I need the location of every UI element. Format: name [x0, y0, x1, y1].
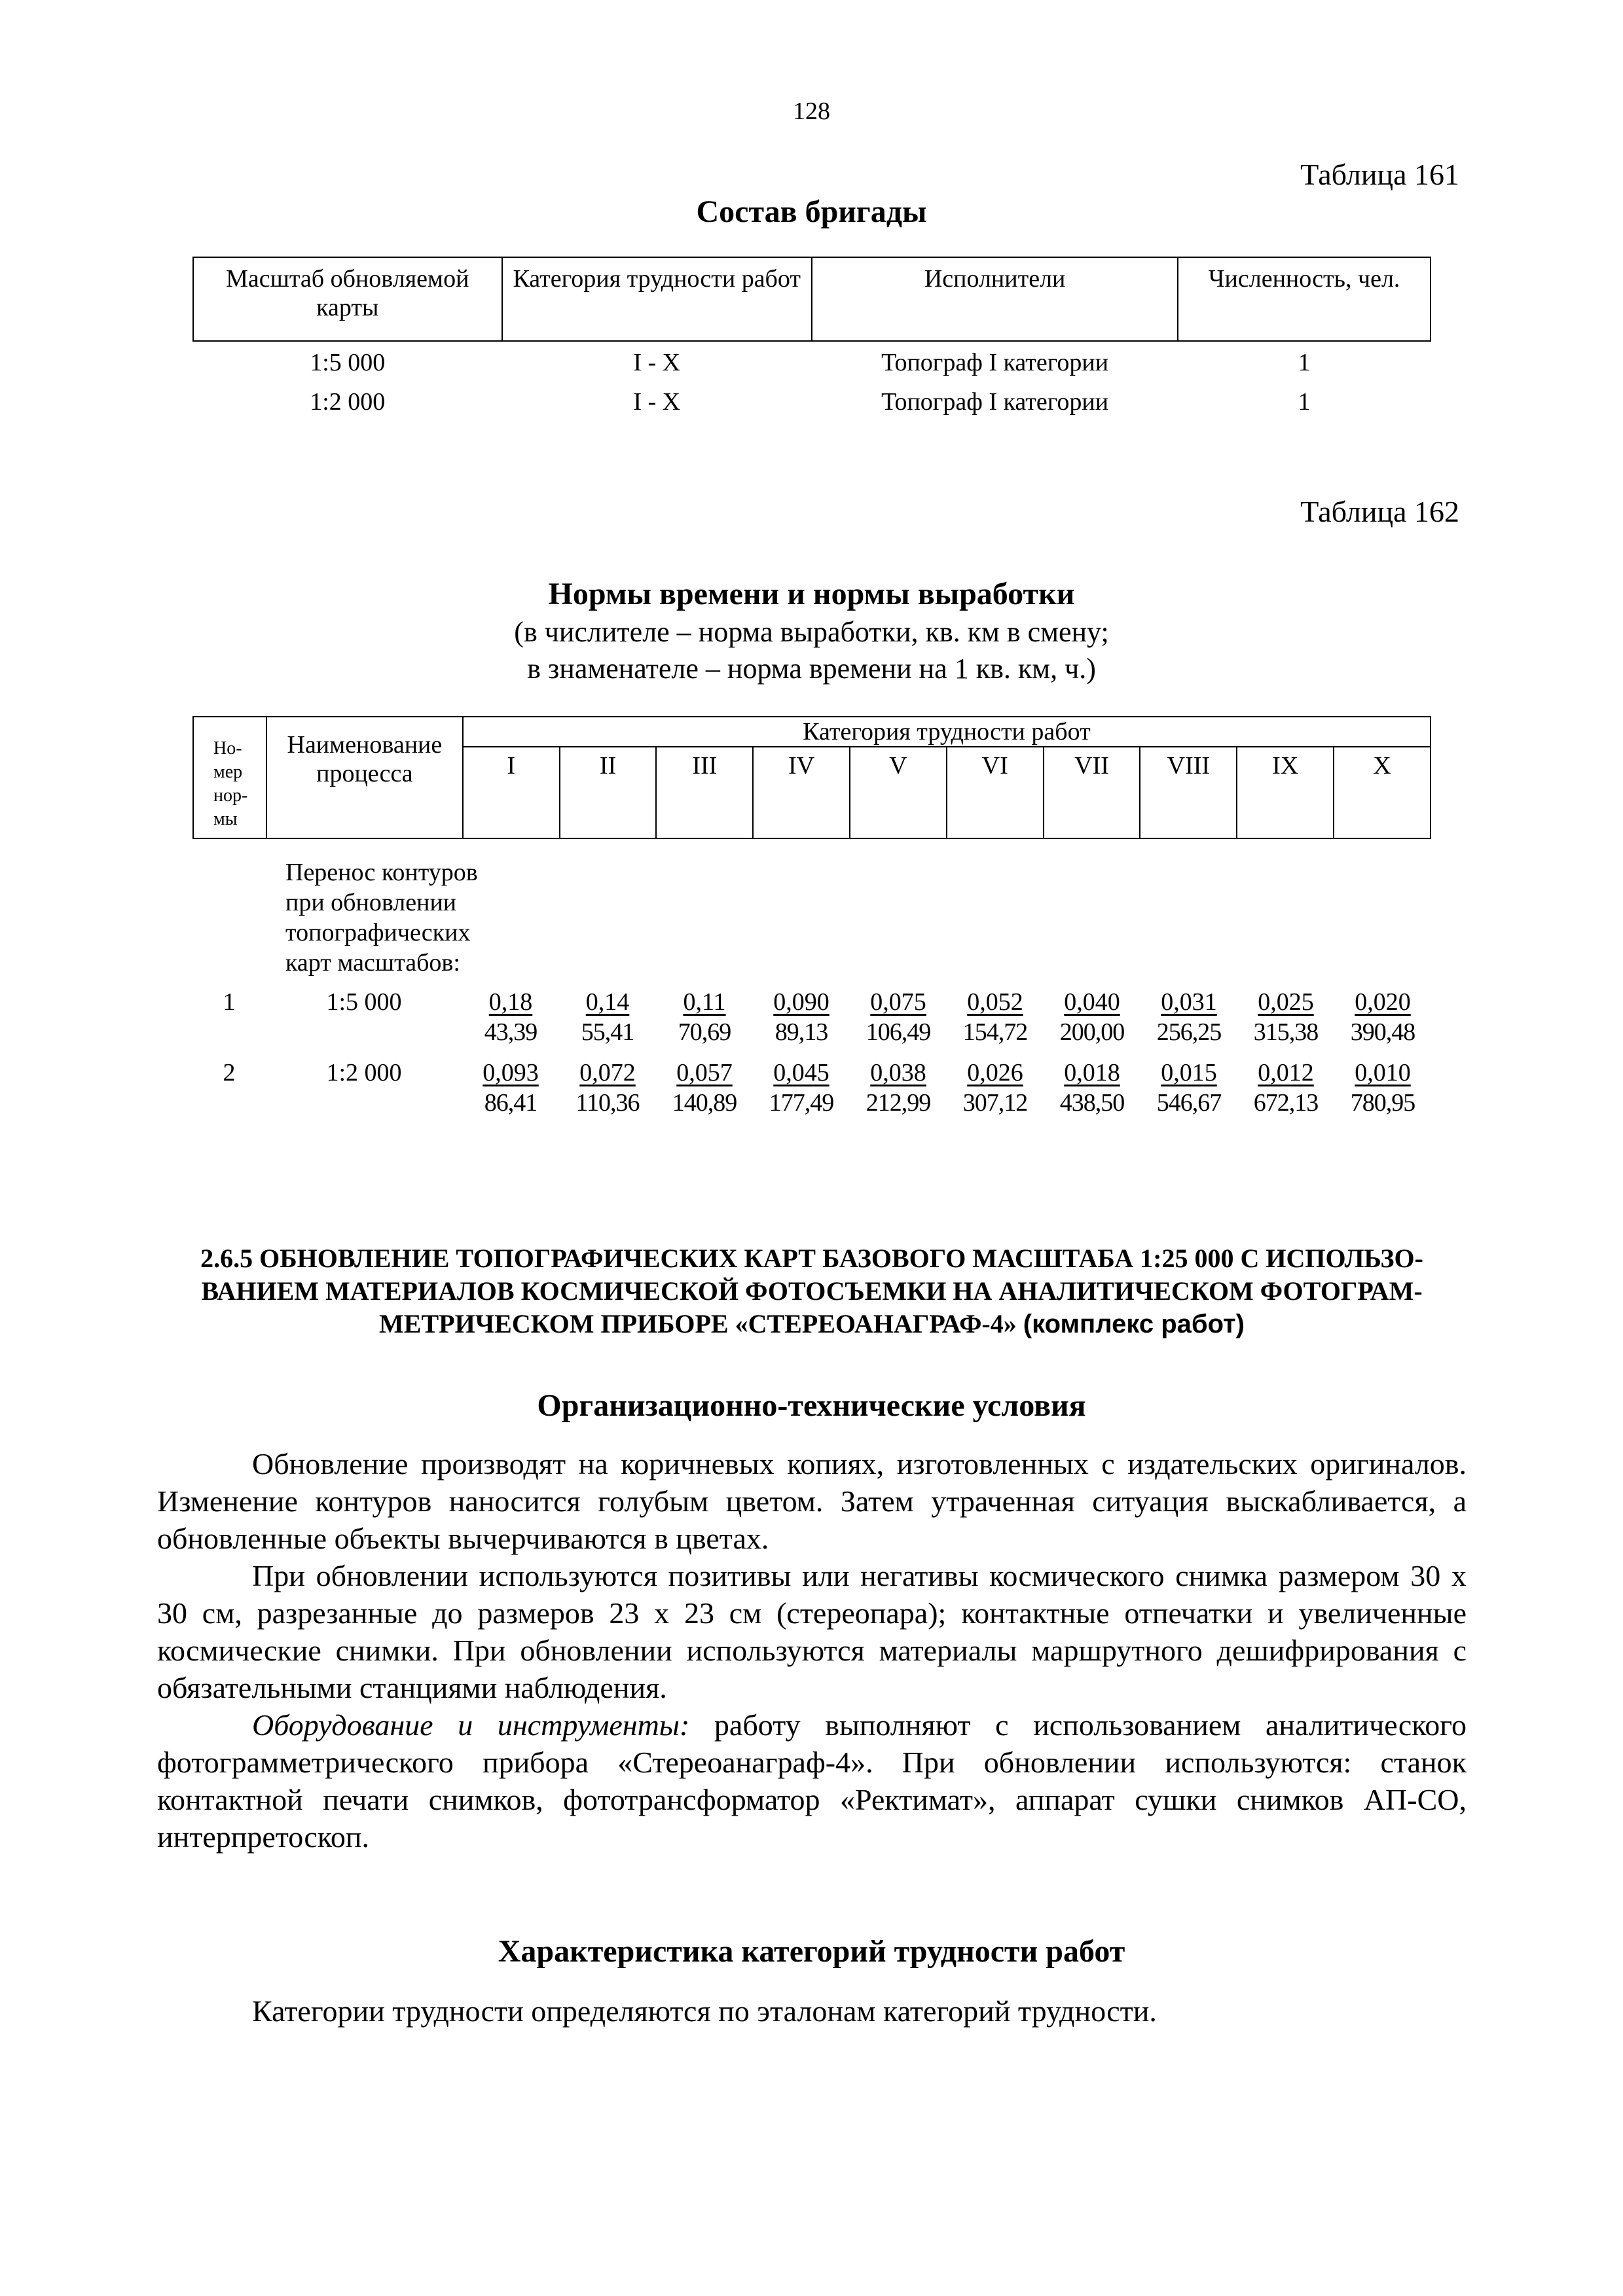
norm-output-value: 0,072 [579, 1059, 636, 1086]
table-161 [192, 257, 1431, 420]
norm-time-value: 89,13 [775, 1018, 828, 1046]
norm-output-value: 0,18 [488, 988, 533, 1016]
paragraph-1: Обновление производят на коричневых копиях, изготовленных с издательских оригиналов. Изменение контуров наносится голубым цветом. Затем утраченная ситуация выскабливается, а обновленные объекты вычерчиваются в цветах. [157, 1447, 1467, 1555]
header-performers: Исполнители [812, 257, 1178, 341]
norm-number: 2 [223, 1059, 236, 1086]
norm-time-value: 672,13 [1253, 1089, 1319, 1117]
norm-number: 1 [223, 988, 236, 1016]
norm-time-value: 55,41 [581, 1018, 634, 1046]
header-category-2: II [560, 747, 657, 838]
norm-time-value: 86,41 [484, 1089, 538, 1117]
header-category-4: IV [753, 747, 850, 838]
norm-output-value: 0,075 [870, 988, 926, 1016]
norm-time-value: 256,25 [1156, 1018, 1222, 1046]
norm-output-value: 0,020 [1355, 988, 1411, 1016]
norm-time-value: 177,49 [769, 1089, 834, 1117]
norm-output-value: 0,026 [967, 1059, 1023, 1086]
norm-output-value: 0,040 [1064, 988, 1120, 1016]
cell: 1 [1298, 388, 1311, 416]
norm-time-value: 780,95 [1350, 1089, 1415, 1117]
table-162-subtitle-1: (в числителе – норма выработки, кв. км в смену; [514, 616, 1109, 648]
header-category-5: V [850, 747, 947, 838]
section-heading [157, 1242, 1467, 1340]
header-category-9: IX [1237, 747, 1334, 838]
table-162-label: Таблица 162 [1300, 495, 1459, 528]
norm-output-value: 0,14 [585, 988, 630, 1016]
norm-time-value: 315,38 [1253, 1018, 1319, 1046]
norm-time-value: 390,48 [1350, 1018, 1415, 1046]
norm-output-value: 0,11 [683, 988, 726, 1016]
group-label: Перенос контуров при обновлении топографических карт масштабов: [285, 859, 478, 977]
header-category-8: VIII [1140, 747, 1237, 838]
table-161-label: Таблица 161 [1300, 158, 1459, 191]
header-count: Численность, чел. [1178, 257, 1431, 341]
paragraph-4: Категории трудности определяются по эталонам категорий трудности. [252, 1994, 1157, 2028]
paragraph-3-italic: Оборудование и инструменты: [252, 1708, 690, 1742]
header-process-name: Наименование процесса [266, 717, 463, 838]
norm-output-value: 0,045 [773, 1059, 830, 1086]
table-row [193, 341, 1431, 381]
norm-time-value: 200,00 [1059, 1018, 1125, 1046]
header-category-10: X [1334, 747, 1431, 838]
header-category-6: VI [947, 747, 1044, 838]
norm-time-value: 546,67 [1156, 1089, 1222, 1117]
norm-time-value: 212,99 [866, 1089, 931, 1117]
norm-output-value: 0,052 [967, 988, 1023, 1016]
norm-time-value: 43,39 [484, 1018, 538, 1046]
paragraph-2: При обновлении используются позитивы или негативы космического снимка размером 30 х 30 см, разрезанные до размеров 23 х 23 см (стереопара); контактные отпечатки и увеличенные космические снимки. При обновлении используются материалы маршрутного дешифрирования с обязательными станциями наблюдения. [157, 1559, 1467, 1704]
cell: I - X [633, 388, 681, 416]
norm-time-value: 140,89 [672, 1089, 737, 1117]
body-text-2 [157, 1992, 1467, 2030]
header-category-7: VII [1044, 747, 1140, 838]
norm-output-value: 0,015 [1161, 1059, 1217, 1086]
table-161-title: Состав бригады [696, 194, 927, 229]
norm-output-value: 0,031 [1161, 988, 1217, 1016]
section-heading-suffix: (комплекс работ) [1023, 1310, 1245, 1338]
process-scale: 1:5 000 [326, 988, 402, 1016]
page-number: 128 [793, 98, 830, 125]
section-heading-line-3-text: МЕТРИЧЕСКОМ ПРИБОРЕ «СТЕРЕОАНАГРАФ-4» [379, 1309, 1017, 1338]
norm-time-value: 110,36 [575, 1089, 640, 1117]
header-category-3: III [656, 747, 753, 838]
cell: I - X [633, 349, 681, 376]
norm-time-value: 307,12 [962, 1089, 1028, 1117]
paragraph-3-rest: работу выполняют с использованием аналитического фотограмметрического прибора «Стереоанаграф-4». При обновлении используются: станок контактной печати снимков, фототрансформатор «Ректимат», аппарат сушки снимков АП-СО, интерпретоскоп. [157, 1708, 1467, 1854]
norm-output-value: 0,012 [1258, 1059, 1314, 1086]
norm-output-value: 0,057 [676, 1059, 733, 1086]
norm-time-value: 70,69 [678, 1018, 731, 1046]
table-162-title: Нормы времени и нормы выработки [548, 577, 1075, 611]
norm-output-value: 0,025 [1258, 988, 1314, 1016]
cell: Топограф I категории [881, 349, 1109, 376]
cell: 1:5 000 [310, 349, 386, 376]
header-scale: Масштаб обновляемой карты [193, 257, 502, 341]
process-scale: 1:2 000 [326, 1059, 402, 1086]
norm-time-value: 106,49 [866, 1018, 931, 1046]
body-text [157, 1445, 1467, 1856]
norm-output-value: 0,093 [483, 1059, 539, 1086]
norm-output-value: 0,010 [1355, 1059, 1411, 1086]
header-category-1: I [463, 747, 560, 838]
norm-output-value: 0,038 [870, 1059, 926, 1086]
header-category-group: Категория трудности работ [463, 717, 1431, 747]
table-162-subtitle-2: в знаменателе – норма времени на 1 кв. км, ч.) [527, 653, 1096, 685]
section-heading-line-2: ВАНИЕМ МАТЕРИАЛОВ КОСМИЧЕСКОЙ ФОТОСЪЕМКИ НА АНАЛИТИЧЕСКОМ ФОТОГРАМ- [201, 1276, 1423, 1306]
section-heading-line-1: 2.6.5 ОБНОВЛЕНИЕ ТОПОГРАФИЧЕСКИХ КАРТ БАЗОВОГО МАСШТАБА 1:25 000 С ИСПОЛЬЗО- [200, 1244, 1423, 1273]
table-row [193, 381, 1431, 420]
cell: 1 [1298, 349, 1311, 376]
table-162-header [192, 716, 1431, 839]
norm-time-value: 438,50 [1059, 1089, 1125, 1117]
cell: 1:2 000 [310, 388, 386, 416]
cell: Топограф I категории [881, 388, 1109, 416]
paragraph-3 [157, 1706, 1467, 1856]
header-category: Категория трудности работ [502, 257, 812, 341]
norm-output-value: 0,018 [1064, 1059, 1120, 1086]
norm-output-value: 0,090 [773, 988, 830, 1016]
norm-time-value: 154,72 [962, 1018, 1028, 1046]
section-heading-line-3 [157, 1308, 1467, 1340]
subheading-org-tech: Организационно-технические условия [537, 1388, 1086, 1423]
subheading-categories: Характеристика категорий трудности работ [498, 1934, 1125, 1969]
header-norm-number: Но-мер нор-мы [193, 717, 266, 838]
